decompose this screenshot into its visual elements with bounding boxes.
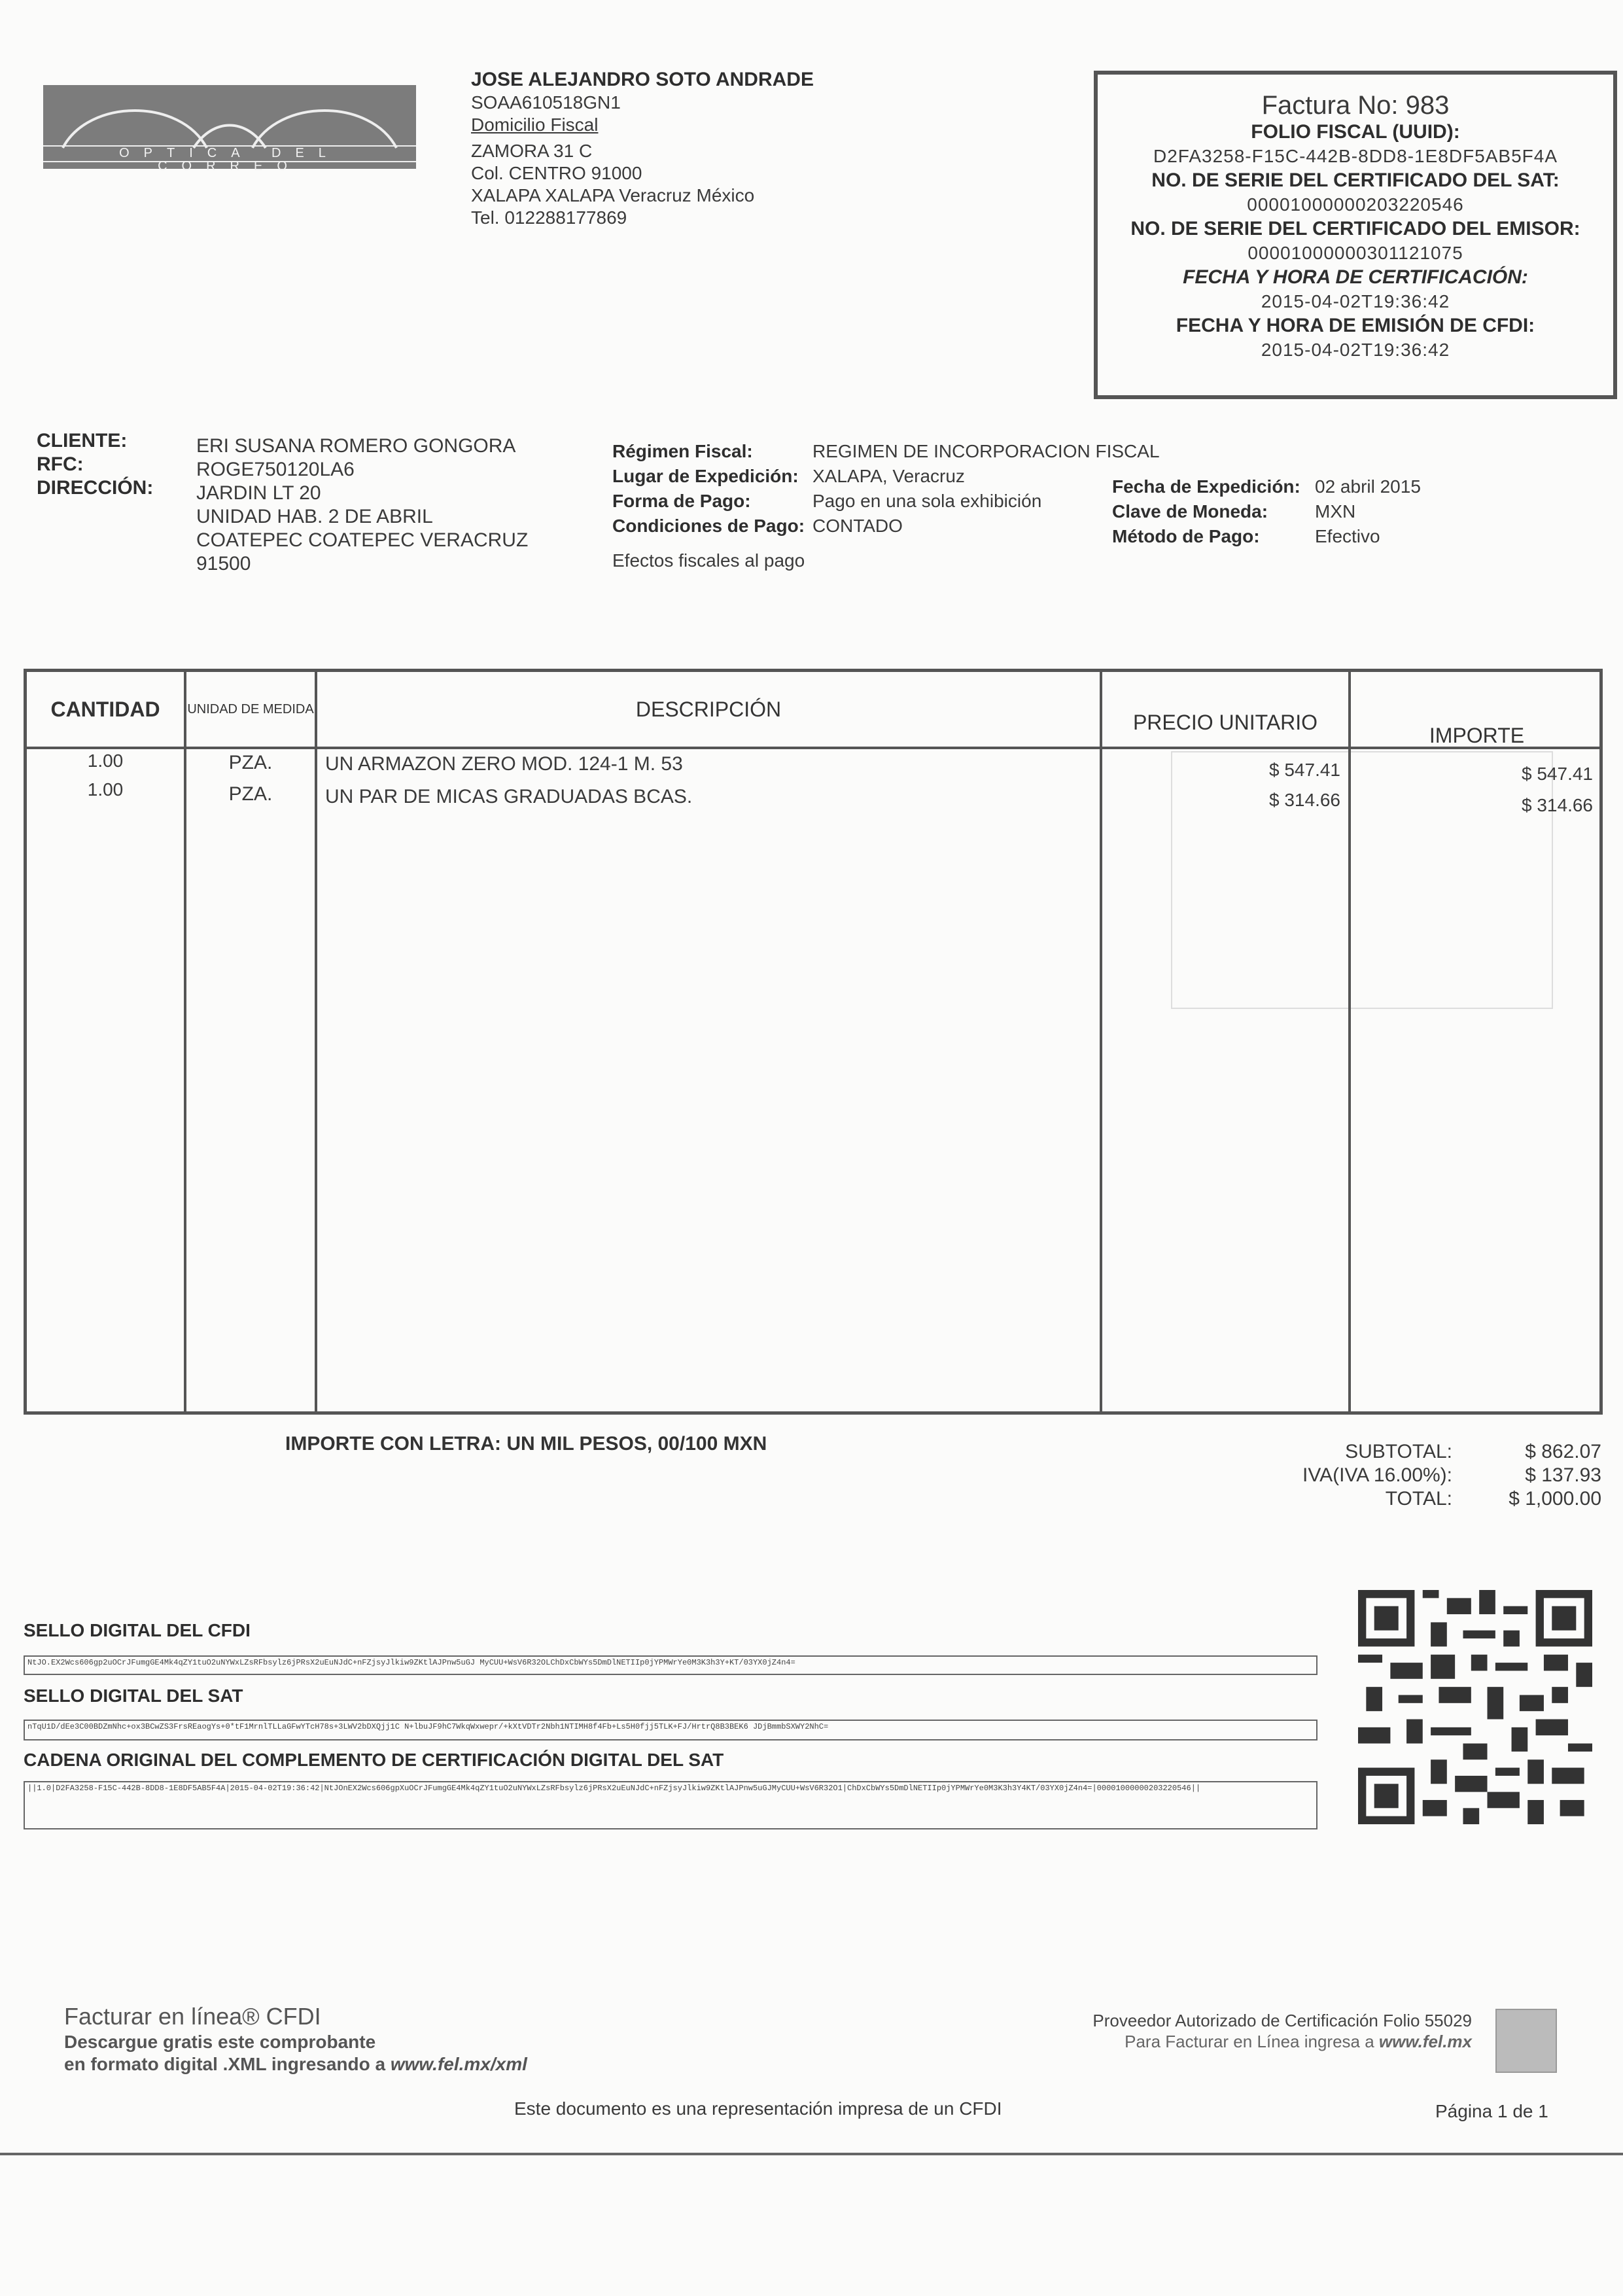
header-importe: IMPORTE [1429,724,1525,747]
row1-cantidad: 1.00 [87,751,124,771]
fecha-label: Fecha de Expedición: [1112,476,1300,497]
condiciones-label: Condiciones de Pago: [612,516,805,536]
footer-disclaimer: Este documento es una representación impresa de un CFDI [514,2098,1002,2119]
emitter-street: ZAMORA 31 C [471,141,593,161]
subtotal-label: SUBTOTAL: [1345,1441,1452,1462]
row1-importe: $ 547.41 [1522,764,1593,784]
importe-letra-label: IMPORTE CON LETRA: [285,1433,501,1455]
row2-precio: $ 314.66 [1269,790,1340,810]
emitter-block [471,68,877,229]
direccion-label: DIRECCIÓN: [37,477,154,499]
lugar-label: Lugar de Expedición: [612,466,799,486]
footer-brand-block [64,2002,527,2075]
items-table [24,669,1603,1415]
logo-text: OPTICA DEL CORREO [43,145,416,162]
header-unidad: UNIDAD DE MEDIDA [187,702,314,716]
forma-value: Pago en una sola exhibición [812,491,1042,511]
client-rfc: ROGE750120LA6 [196,459,355,480]
metodo-label: Método de Pago: [1112,526,1260,546]
emitter-colonia: Col. CENTRO 91000 [471,163,642,183]
emisor-cert-label: NO. DE SERIE DEL CERTIFICADO DEL EMISOR: [1130,218,1580,239]
total-label: TOTAL: [1385,1488,1452,1510]
client-address-3: COATEPEC COATEPEC VERACRUZ [196,529,529,551]
header-cantidad: CANTIDAD [50,698,160,721]
cadena-original-label: CADENA ORIGINAL DEL COMPLEMENTO DE CERTIFICACIÓN DIGITAL DEL SAT [24,1750,724,1770]
footer-provider2: Para Facturar en Línea ingresa a [1125,2032,1374,2051]
moneda-label: Clave de Moneda: [1112,501,1268,521]
footer-provider-link[interactable]: www.fel.mx [1378,2032,1472,2051]
cliente-label: CLIENTE: [37,430,128,451]
emitter-city: XALAPA XALAPA Veracruz México [471,185,755,205]
fecha-value: 02 abril 2015 [1315,476,1421,497]
client-address-2: UNIDAD HAB. 2 DE ABRIL [196,506,433,527]
efectos-fiscales: Efectos fiscales al pago [612,550,805,571]
emission-date-label: FECHA Y HORA DE EMISIÓN DE CFDI: [1176,315,1535,336]
emitter-tel: Tel. 012288177869 [471,207,627,228]
row2-importe: $ 314.66 [1522,795,1593,815]
row1-descripcion: UN ARMAZON ZERO MOD. 124-1 M. 53 [325,753,683,775]
sello-cfdi-value: NtJO.EX2Wcs606gp2uOCrJFumgGE4Mk4qZY1tuO2uNYWxLZsRFbsylz6jPRsX2uEuNJdC+nFZjsyJlkiw9ZKtlAJPnw5uGJ MyCUU+WsV6R32OLChDxCbWYs5DmDlNETIIp0jYPMWrYe0M3K3h3Y+KT/03YX0jZ4n4= [24,1655,1318,1675]
footer-line2: en formato digital .XML ingresando a [64,2054,386,2074]
header-precio: PRECIO UNITARIO [1132,711,1318,734]
moneda-value: MXN [1315,501,1356,521]
cert-date-label: FECHA Y HORA DE CERTIFICACIÓN: [1183,266,1528,288]
client-name: ERI SUSANA ROMERO GONGORA [196,435,516,457]
invoice-number: Factura No: 983 [1261,91,1450,120]
regimen-label: Régimen Fiscal: [612,441,753,461]
footer-divider [0,2153,1623,2155]
footer-line1: Descargue gratis este comprobante [64,2032,376,2052]
sello-cfdi-label: SELLO DIGITAL DEL CFDI [24,1620,251,1640]
row2-descripcion: UN PAR DE MICAS GRADUADAS BCAS. [325,786,693,807]
condiciones-value: CONTADO [812,516,903,536]
uuid-label: FOLIO FISCAL (UUID): [1251,121,1460,143]
emission-date-value: 2015-04-02T19:36:42 [1261,340,1450,360]
iva-value: $ 137.93 [1525,1464,1601,1486]
client-values [196,434,602,576]
regimen-value: REGIMEN DE INCORPORACION FISCAL [812,441,1160,461]
row2-cantidad: 1.00 [87,779,124,800]
importe-letra-value: UN MIL PESOS, 00/100 MXN [506,1433,767,1455]
uuid-value: D2FA3258-F15C-442B-8DD8-1E8DF5AB5F4A [1153,146,1558,166]
totals-block [1243,1441,1609,1511]
client-address-4: 91500 [196,553,251,574]
row2-unidad: PZA. [228,783,273,805]
iva-label: IVA(IVA 16.00%): [1302,1464,1452,1486]
certification-seal-icon [1495,2009,1557,2073]
footer-provider: Proveedor Autorizado de Certificación Folio 55029 [1092,2011,1472,2030]
footer-link[interactable]: www.fel.mx/xml [390,2054,527,2074]
client-labels [37,429,153,500]
sat-cert-value: 00001000000203220546 [1247,194,1464,215]
emisor-cert-value: 00001000000301121075 [1248,243,1463,263]
invoice-info-box [1094,71,1617,399]
sello-sat-value: nTqU1D/dEe3C00BDZmNhc+ox3BCwZS3FrsREaogYs+0*tF1MrnlTLLaGFwYTcH78s+3LWV2bDXQjj1C N+lbuJF9hC7WkqWxwepr/+kXtVDTr2Nbh1NTIMH8f4Fb+Ls5H0fjj5TLK+FJ/HrtrQ8B3BEK6 JDjBmmbSXWY2NhC= [24,1720,1318,1740]
client-address-1: JARDIN LT 20 [196,482,321,504]
qr-code-icon [1358,1590,1592,1824]
total-value: $ 1,000.00 [1509,1488,1601,1510]
footer-provider-block [1053,2010,1472,2052]
domicilio-label: Domicilio Fiscal [471,115,599,135]
page-number: Página 1 de 1 [1435,2101,1548,2121]
cadena-original-value: ||1.0|D2FA3258-F15C-442B-8DD8-1E8DF5AB5F4A|2015-04-02T19:36:42|NtJOnEX2Wcs606gpXuOCrJFumgGE4Mk4qZY1tuO2uNYWxLZsRFbsylz6jPRsX2uEuNJdC+nFZjsyJlkiw9ZKtlAJPnw5uGJMyCUU+WsV6R32O1|ChDxCbWYs5DmDlNETIIp0jYPMWrYe0M3K3h3Y4KT/03YX0jZ4n4=|00001000000203220546|| [24,1781,1318,1829]
row1-precio: $ 547.41 [1269,760,1340,780]
metodo-value: Efectivo [1315,526,1380,546]
company-logo [43,85,416,173]
row1-unidad: PZA. [228,752,273,773]
sello-sat-label: SELLO DIGITAL DEL SAT [24,1686,243,1706]
emitter-name: JOSE ALEJANDRO SOTO ANDRADE [471,69,814,90]
cert-date-value: 2015-04-02T19:36:42 [1261,291,1450,311]
emitter-rfc: SOAA610518GN1 [471,92,621,113]
rfc-label: RFC: [37,453,84,475]
lugar-value: XALAPA, Veracruz [812,466,965,486]
importe-con-letra [285,1433,767,1455]
footer-brand: Facturar en línea® CFDI [64,2003,321,2030]
forma-label: Forma de Pago: [612,491,751,511]
header-descripcion: DESCRIPCIÓN [635,698,782,721]
subtotal-value: $ 862.07 [1525,1441,1601,1462]
sat-cert-label: NO. DE SERIE DEL CERTIFICADO DEL SAT: [1151,169,1560,191]
